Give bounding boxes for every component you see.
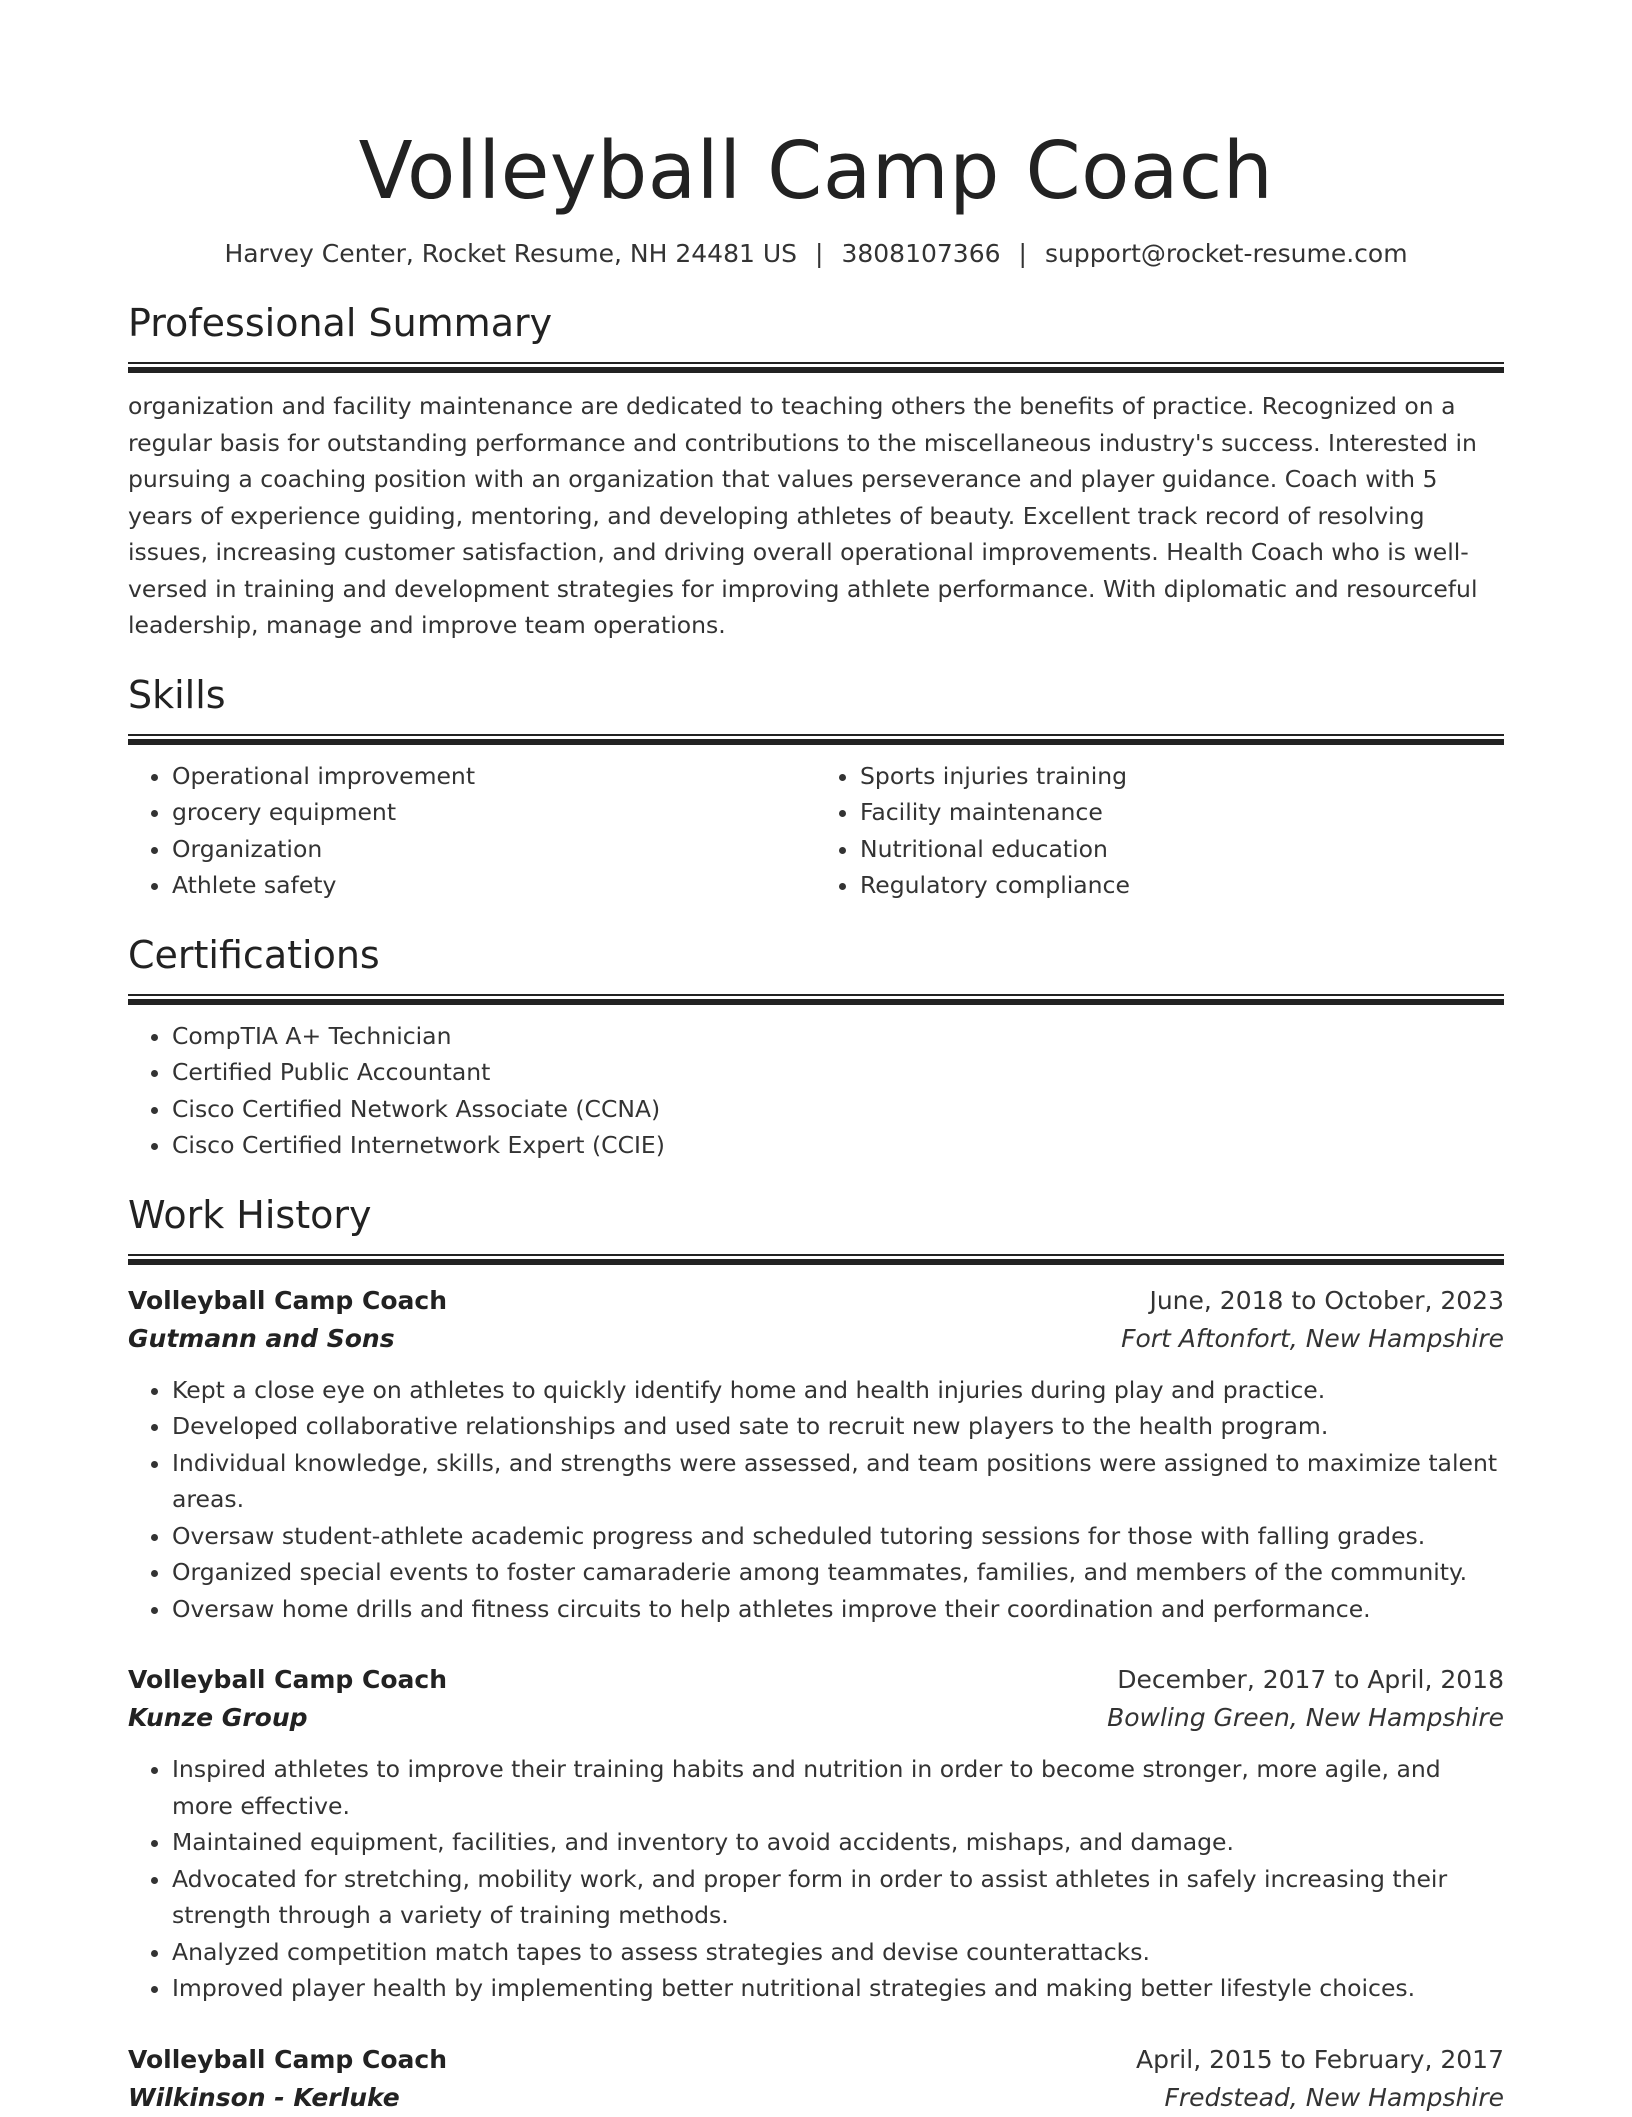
certifications-list	[128, 1018, 1504, 1164]
skill-item: • Organization	[172, 831, 816, 868]
work-history-section	[128, 1190, 1504, 2117]
section-divider	[128, 1254, 1504, 1264]
contact-address: Harvey Center, Rocket Resume, NH 24481 US	[224, 239, 798, 268]
skill-item: • Athlete safety	[172, 867, 816, 904]
job-bullet: • Advocated for stretching, mobility work, and proper form in order to assist athletes in safely increasing their strength through a variety of training methods.	[172, 1861, 1504, 1934]
job-bullet: • Oversaw student-athlete academic progress and scheduled tutoring sessions for those with falling grades.	[172, 1518, 1504, 1555]
summary-text: organization and facility maintenance are dedicated to teaching others the benefits of practice. Recognized on a regular basis for outstanding performance and contributions to the miscellaneous industry's success. Interested in pursuing a coaching position with an organization that values perseverance and player guidance. Coach with 5 years of experience guiding, mentoring, and developing athletes of beauty. Excellent track record of resolving issues, increasing customer satisfaction, and driving overall operational improvements. Health Coach who is well-versed in training and development strategies for improving athlete performance. With diplomatic and resourceful leadership, manage and improve team operations.	[128, 392, 1478, 639]
section-divider	[128, 734, 1504, 744]
job-dates: December, 2017 to April, 2018	[1117, 1665, 1504, 1694]
job-bullet: • Inspired athletes to improve their training habits and nutrition in order to become stronger, more agile, and more effective.	[172, 1751, 1504, 1824]
contact-phone: 3808107366	[841, 239, 1001, 268]
job-company: Gutmann and Sons	[128, 1323, 395, 1353]
section-title-certifications: Certifications	[128, 932, 380, 977]
certifications-section	[128, 930, 1504, 1164]
job-entry	[128, 1661, 1504, 2007]
job-title: Volleyball Camp Coach	[128, 1285, 448, 1315]
job-entry	[128, 2041, 1504, 2117]
section-title-skills: Skills	[128, 672, 226, 717]
job-entry	[128, 1282, 1504, 1628]
contact-line	[128, 236, 1504, 272]
skills-list-left	[128, 758, 816, 904]
skill-item: • Nutritional education	[860, 831, 1504, 868]
summary-section	[128, 298, 1504, 644]
certification-item: • Cisco Certified Internetwork Expert (CCIE)	[172, 1127, 1504, 1164]
job-bullets	[128, 1372, 1504, 1628]
job-company: Kunze Group	[128, 1703, 308, 1732]
job-bullet: • Organized special events to foster camaraderie among teammates, families, and members of the community.	[172, 1554, 1504, 1591]
skills-section	[128, 670, 1504, 904]
job-bullet: • Improved player health by implementing better nutritional strategies and making better lifestyle choices.	[172, 1970, 1504, 2007]
job-location: Fredstead, New Hampshire	[1164, 2082, 1504, 2112]
job-bullet: • Kept a close eye on athletes to quickly identify home and health injuries during play and practice.	[172, 1372, 1504, 1409]
job-bullet: • Oversaw home drills and fitness circuits to help athletes improve their coordination and performance.	[172, 1591, 1504, 1628]
job-bullet: • Analyzed competition match tapes to assess strategies and devise counterattacks.	[172, 1934, 1504, 1971]
job-location: Bowling Green, New Hampshire	[1107, 1703, 1504, 1732]
skill-item: • Sports injuries training	[860, 758, 1504, 795]
contact-separator: |	[1018, 239, 1027, 268]
job-title: Volleyball Camp Coach	[128, 1665, 448, 1694]
contact-separator: |	[815, 239, 824, 268]
job-bullet: • Developed collaborative relationships and used sate to recruit new players to the health program.	[172, 1408, 1504, 1445]
skill-item: • Regulatory compliance	[860, 867, 1504, 904]
skill-item: • Facility maintenance	[860, 794, 1504, 831]
job-bullets	[128, 1751, 1504, 2007]
job-title: Volleyball Camp Coach	[128, 2044, 448, 2074]
job-company: Wilkinson - Kerluke	[128, 2082, 400, 2112]
contact-email: support@rocket-resume.com	[1044, 239, 1408, 268]
section-title-work-history: Work History	[128, 1192, 372, 1237]
resume-name: Volleyball Camp Coach	[358, 125, 1274, 217]
section-divider	[128, 362, 1504, 372]
job-dates: April, 2015 to February, 2017	[1136, 2044, 1504, 2074]
certification-item: • CompTIA A+ Technician	[172, 1018, 1504, 1055]
skill-item: • grocery equipment	[172, 794, 816, 831]
skills-list-right	[816, 758, 1504, 904]
skills-grid	[128, 758, 1504, 904]
section-title-summary: Professional Summary	[128, 301, 553, 345]
job-bullet: • Individual knowledge, skills, and strengths were assessed, and team positions were assigned to maximize talent areas.	[172, 1445, 1504, 1518]
resume-page	[128, 0, 1504, 2117]
certification-item: • Cisco Certified Network Associate (CCNA)	[172, 1091, 1504, 1128]
job-dates: June, 2018 to October, 2023	[1149, 1285, 1504, 1315]
certification-item: • Certified Public Accountant	[172, 1054, 1504, 1091]
skill-item: • Operational improvement	[172, 758, 816, 795]
job-location: Fort Aftonfort, New Hampshire	[1121, 1323, 1504, 1353]
job-bullet: • Maintained equipment, facilities, and inventory to avoid accidents, mishaps, and damage.	[172, 1824, 1504, 1861]
section-divider	[128, 994, 1504, 1004]
